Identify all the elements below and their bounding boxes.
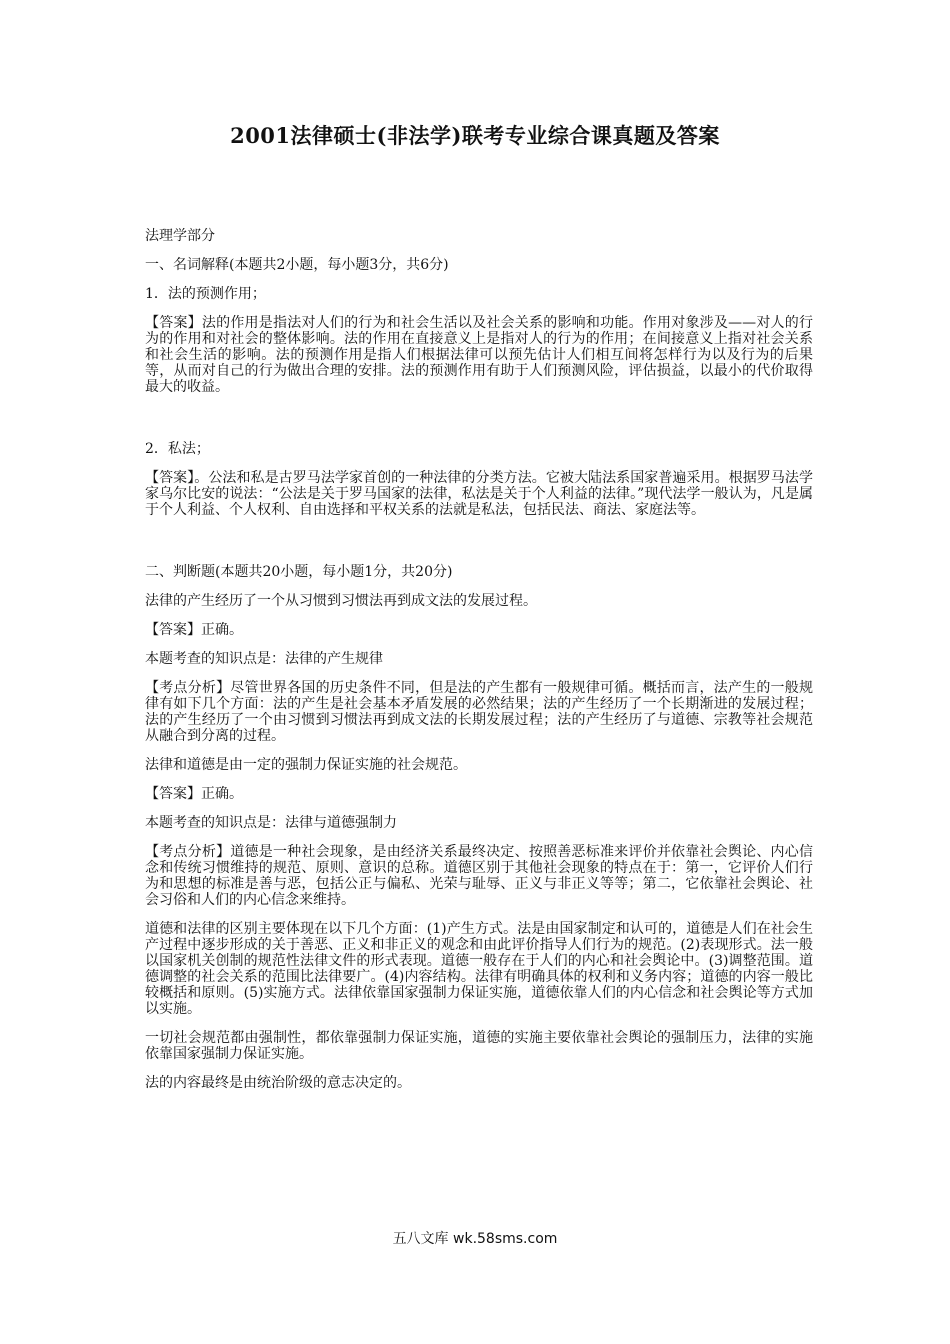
section-heading-jurisprudence: 法理学部分	[145, 228, 215, 244]
answer-2: 【答案】。公法和私是古罗马法学家首创的一种法律的分类方法。它被大陆法系国家普遍采用。根据罗马法学家乌尔比安的说法：“公法是关于罗马国家的法律，私法是关于个人利益的法律。”现代法学一般认为，凡是属于个人利益、个人权利、自由选择和平权关系的法就是私法，包括民法、商法、家庭法等。	[145, 470, 813, 518]
spacer	[145, 408, 813, 441]
question-1: 1．法的预测作用；	[145, 286, 266, 302]
statement-3: 法的内容最终是由统治阶级的意志决定的。	[145, 1075, 411, 1091]
answer-1: 【答案】法的作用是指法对人们的行为和社会生活以及社会关系的影响和功能。作用对象涉及——对人的行为的作用和对社会的整体影响。法的作用在直接意义上是指对人的行为的作用；在间接意义上指对社会关系和社会生活的影响。法的预测作用是指人们根据法律可以预先估计人们相互间将怎样行为以及行为的后果等，从而对自己的行为做出合理的安排。法的预测作用有助于人们预测风险，评估损益，以最小的代价取得最大的收益。	[145, 315, 813, 395]
answer-statement-1: 【答案】正确。	[145, 622, 243, 638]
knowledge-point-1: 本题考查的知识点是：法律的产生规律	[145, 651, 383, 667]
statement-2: 法律和道德是由一定的强制力保证实施的社会规范。	[145, 757, 467, 773]
knowledge-point-2: 本题考查的知识点是：法律与道德强制力	[145, 815, 397, 831]
spacer	[145, 531, 813, 564]
answer-statement-2: 【答案】正确。	[145, 786, 243, 802]
document-body	[145, 228, 813, 1104]
document-title: 2001法律硕士(非法学)联考专业综合课真题及答案	[230, 123, 720, 148]
watermark-footer: 五八文库 wk.58sms.com	[392, 1231, 558, 1247]
analysis-2-continued: 道德和法律的区别主要体现在以下几个方面：(1)产生方式。法是由国家制定和认可的，道德是人们在社会生产过程中逐步形成的关于善恶、正义和非正义的观念和由此评价指导人们行为的规范。(2)表现形式。法一般以国家机关创制的规范性法律文件的形式表现。道德一般存在于人们的内心和社会舆论中。(3)调整范围。道德调整的社会关系的范围比法律要广。(4)内容结构。法律有明确具体的权利和义务内容；道德的内容一般比较概括和原则。(5)实施方式。法律依靠国家强制力保证实施，道德依靠人们的内心信念和社会舆论等方式加以实施。	[145, 921, 813, 1017]
part-heading-true-false: 二、判断题(本题共20小题，每小题1分，共20分)	[145, 564, 453, 580]
statement-1: 法律的产生经历了一个从习惯到习惯法再到成文法的发展过程。	[145, 593, 537, 609]
analysis-2: 【考点分析】道德是一种社会现象，是由经济关系最终决定、按照善恶标准来评价并依靠社会舆论、内心信念和传统习惯维持的规范、原则、意识的总称。道德区别于其他社会现象的特点在于：第一，它评价人们行为和思想的标准是善与恶，包括公正与偏私、光荣与耻辱、正义与非正义等等；第二，它依靠社会舆论、社会习俗和人们的内心信念来维持。	[145, 844, 813, 908]
question-2: 2．私法；	[145, 441, 210, 457]
part-heading-definitions: 一、名词解释(本题共2小题，每小题3分，共6分)	[145, 257, 449, 273]
analysis-2-conclusion: 一切社会规范都由强制性，都依靠强制力保证实施，道德的实施主要依靠社会舆论的强制压力，法律的实施依靠国家强制力保证实施。	[145, 1030, 813, 1062]
analysis-1: 【考点分析】尽管世界各国的历史条件不同，但是法的产生都有一般规律可循。概括而言，法产生的一般规律有如下几个方面：法的产生是社会基本矛盾发展的必然结果；法的产生经历了一个长期渐进的发展过程；法的产生经历了一个由习惯到习惯法再到成文法的长期发展过程；法的产生经历了与道德、宗教等社会规范从融合到分离的过程。	[145, 680, 813, 744]
